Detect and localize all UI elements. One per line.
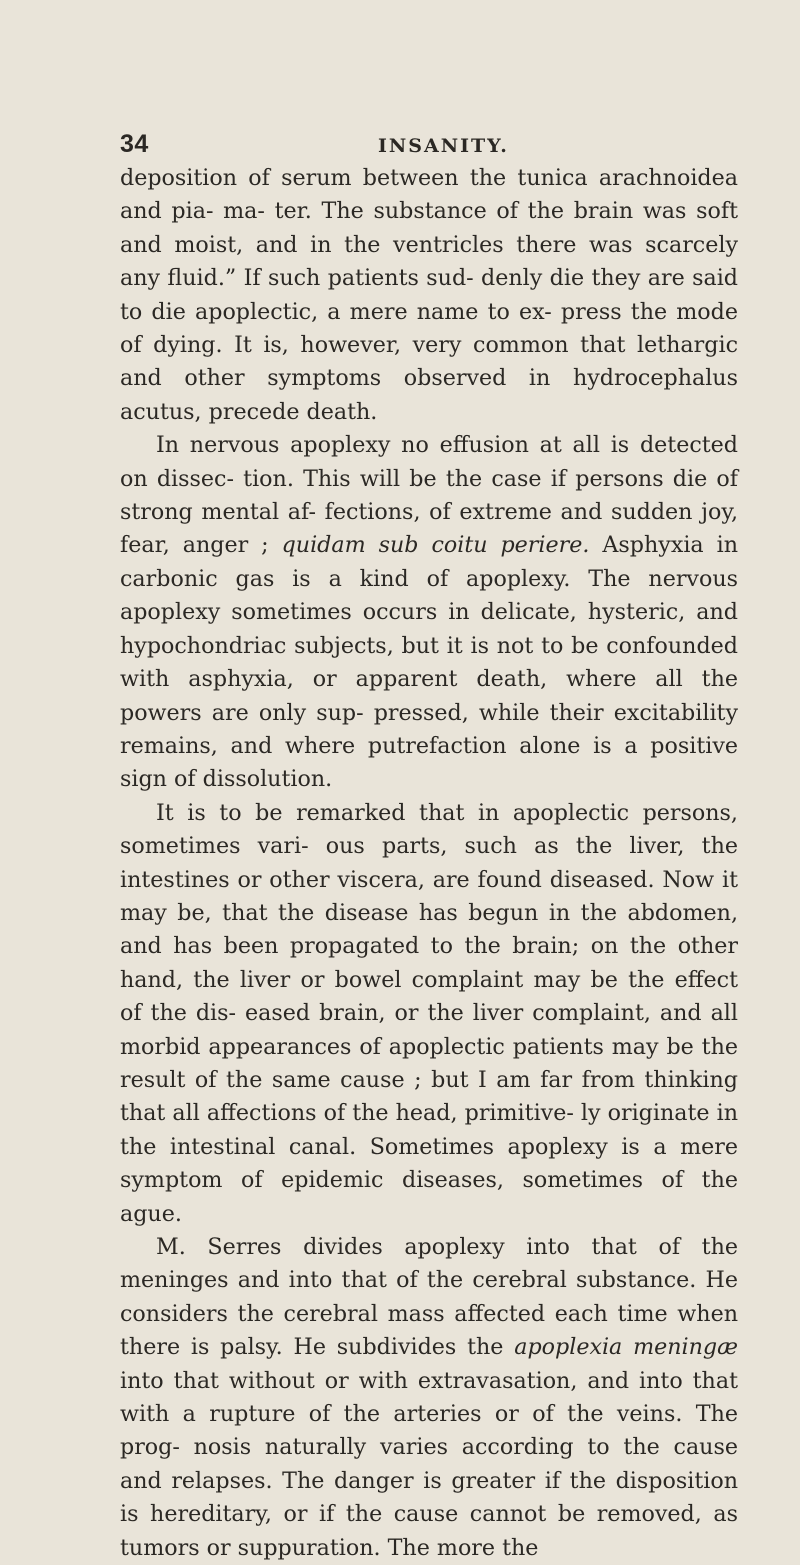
paragraph-3 [120, 797, 738, 1231]
paragraph-2-latin-phrase: quidam sub coitu periere. [281, 532, 590, 559]
paragraph-2-text-2: Asphyxia in carbonic gas is a kind of apoplexy. The nervous apoplexy sometimes occurs in delicate, hysteric, and hypochondriac subjects, but it is not to be confounded with asphyxia, or apparent death, where all the powers are only sup- pressed, while their excitability remains, and where putrefaction alone is a positive sign of dissolution. [120, 532, 739, 793]
paragraph-4-text-2: into that without or with extravasation, and into that with a rupture of the arteries or of the veins. The prog- nosis naturally varies according to the cause and relapses. The danger is greater if the disposition is hereditary, or if the cause cannot be removed, as tumors or suppuration. The more the [120, 1367, 738, 1561]
paragraph-1 [120, 162, 738, 429]
paragraph-2-text-1: In nervous apoplexy no effusion at all is detected on dissec- tion. This will be the case if persons die of strong mental af- fections, of extreme and sudden joy, fear, anger ; [120, 432, 738, 559]
paragraph-4-text-1: M. Serres divides apoplexy into that of the meninges and into that of the cerebral substance. He considers the cerebral mass affected each time when there is palsy. He subdivides the [120, 1234, 738, 1361]
running-title: INSANITY. [378, 135, 509, 157]
body-text [120, 162, 738, 1565]
paragraph-3-text-1: It is to be remarked that in apoplectic persons, sometimes vari- ous parts, such as the liver, the intestines or other viscera, are found diseased. Now it may be, that the disease has begun in the abdomen, and has been propagated to the brain; on the other hand, the liver or bowel complaint may be the effect of the dis- eased brain, or the liver complaint, and all morbid appearances of apoplectic patients may be the result of the same cause ; but I am far from thinking that all affections of the head, primitive- ly originate in the intestinal canal. Sometimes apoplexy is a mere symptom of epidemic diseases, sometimes of the ague. [120, 799, 738, 1227]
paragraph-1-text-1: deposition of serum between the tunica arachnoidea and pia- ma- ter. The substance of the brain was soft and moist, and in the ventricles there was scarcely any fluid.” If such patients sud- denly die they are said to die apoplectic, a mere name to ex- press the mode of dying. It is, however, very common that lethargic and other symptoms observed in hydrocephalus acutus, precede death. [120, 165, 738, 425]
paragraph-2 [120, 429, 738, 796]
paragraph-4-latin-term: apoplexia meningæ [514, 1334, 738, 1361]
page-number: 34 [120, 130, 149, 158]
paragraph-4 [120, 1231, 738, 1565]
